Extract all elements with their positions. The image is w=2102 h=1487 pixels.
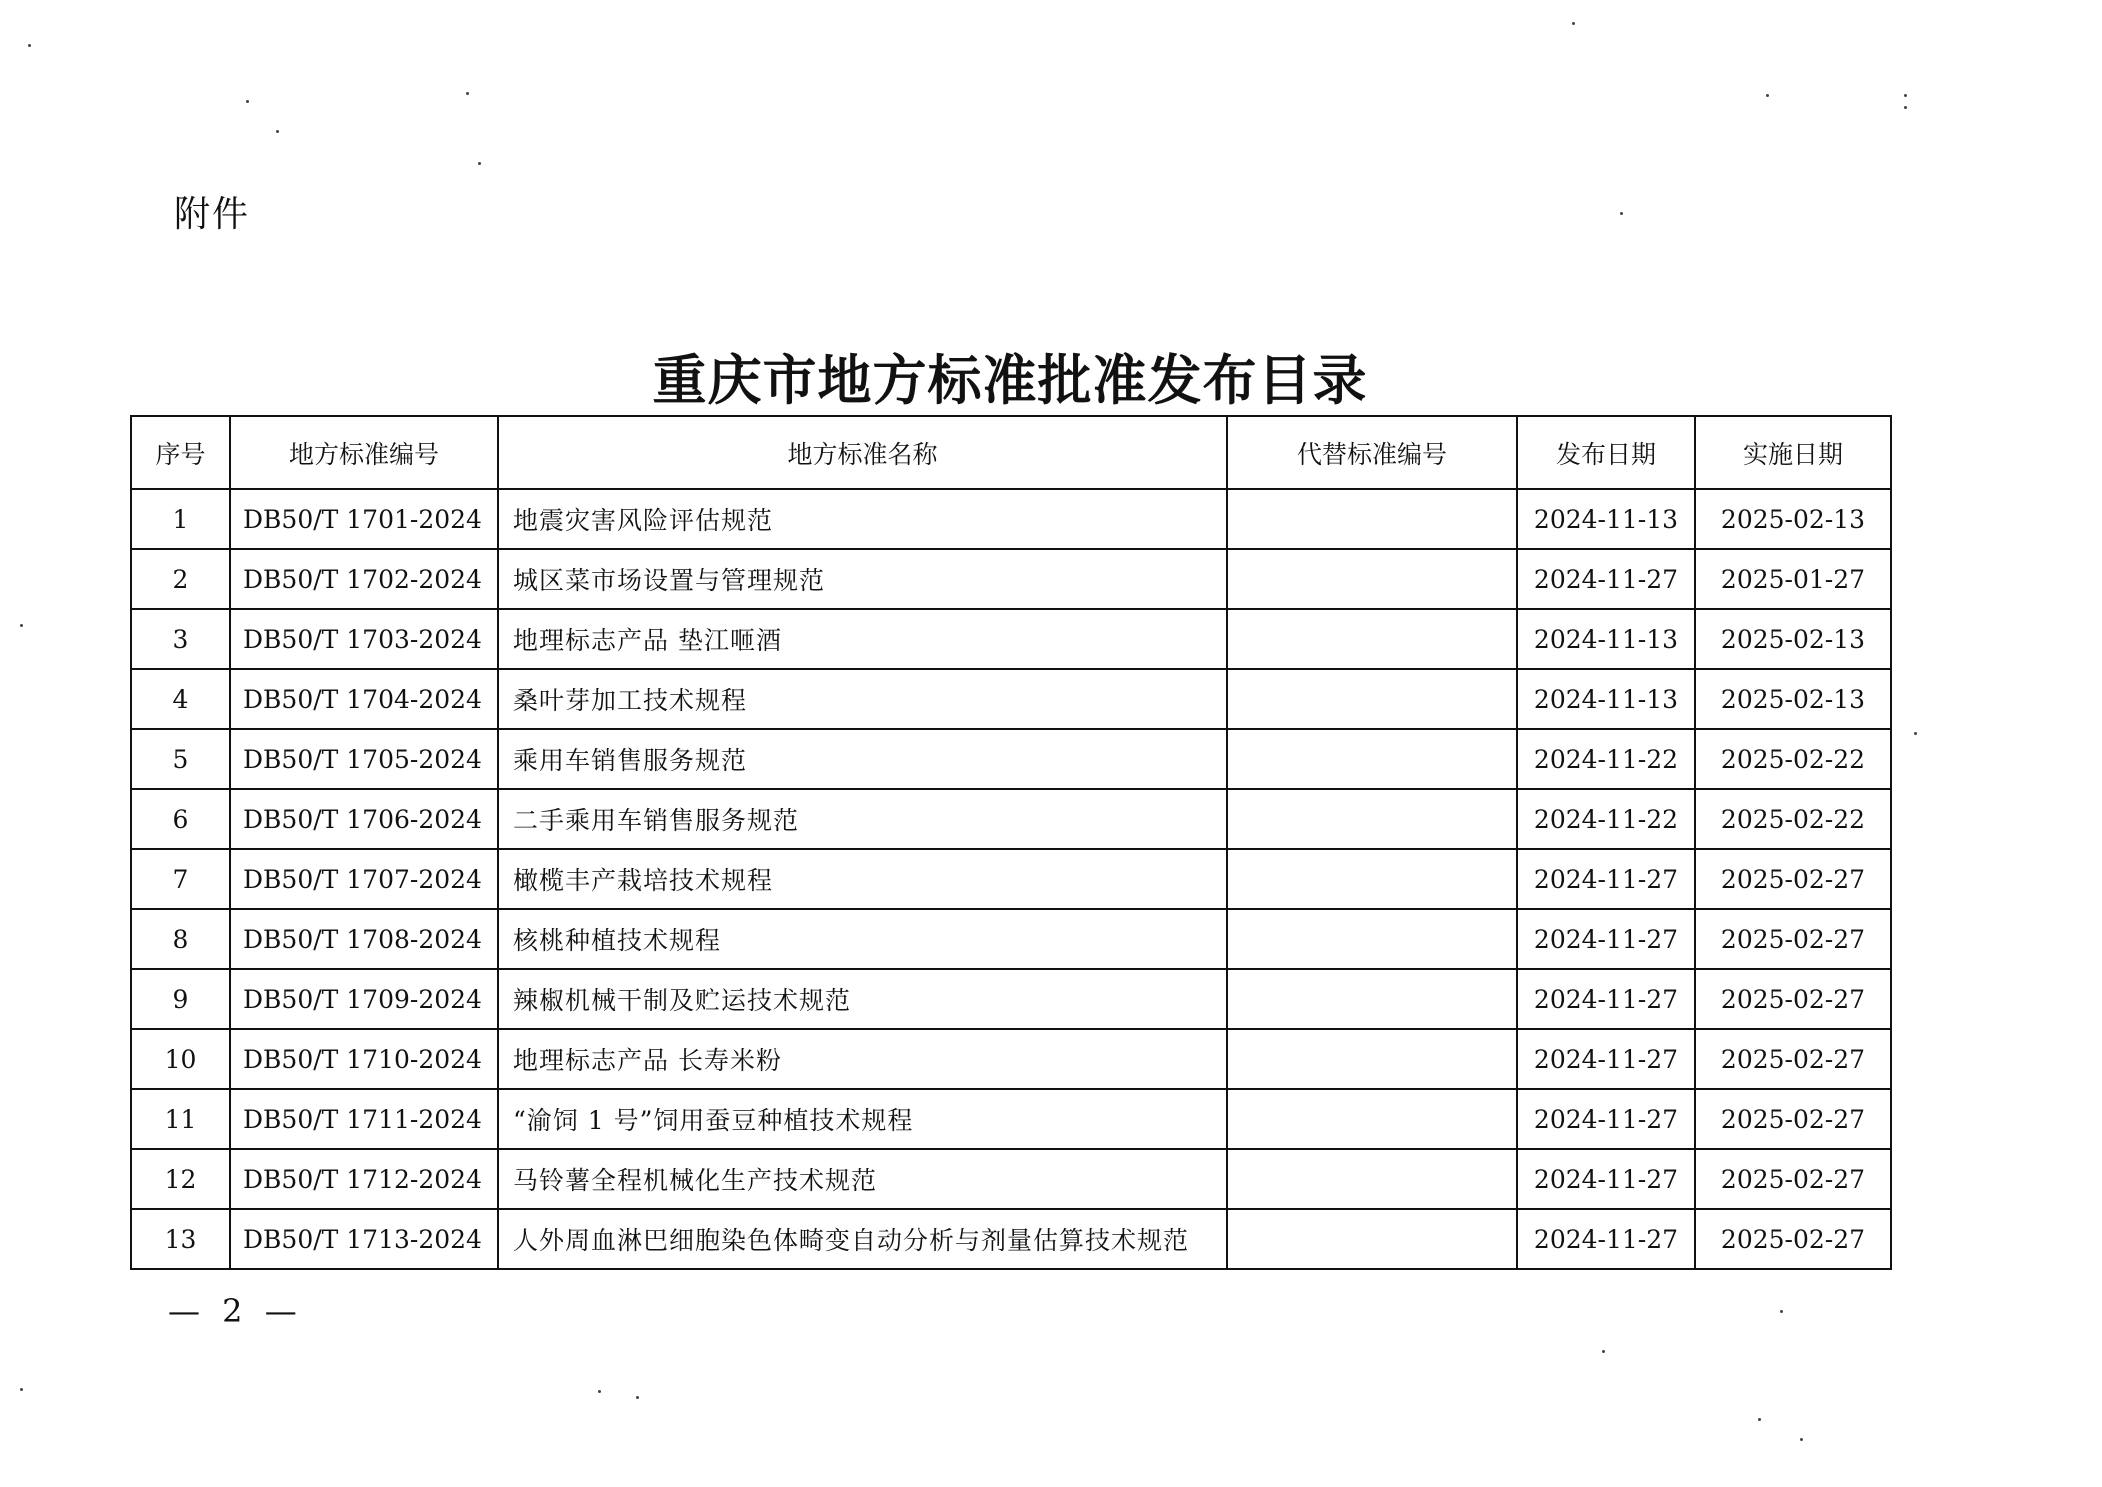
header-name: 地方标准名称 — [498, 416, 1227, 489]
cell-publish-date: 2024-11-27 — [1517, 549, 1695, 609]
cell-replaces — [1227, 489, 1517, 549]
cell-code: DB50/T 1712-2024 — [230, 1149, 498, 1209]
cell-replaces — [1227, 609, 1517, 669]
table-row — [131, 969, 1891, 1029]
cell-replaces — [1227, 1089, 1517, 1149]
scan-speck — [478, 162, 481, 165]
cell-name: 辣椒机械干制及贮运技术规范 — [498, 969, 1227, 1029]
scan-speck — [1758, 1418, 1761, 1421]
cell-name: 核桃种植技术规程 — [498, 909, 1227, 969]
cell-replaces — [1227, 669, 1517, 729]
cell-implement-date: 2025-02-27 — [1695, 1029, 1891, 1089]
header-seq: 序号 — [131, 416, 230, 489]
cell-seq: 7 — [131, 849, 230, 909]
cell-code: DB50/T 1709-2024 — [230, 969, 498, 1029]
cell-name: 橄榄丰产栽培技术规程 — [498, 849, 1227, 909]
scan-speck — [276, 130, 279, 133]
table-row — [131, 909, 1891, 969]
scan-speck — [1572, 22, 1575, 25]
cell-publish-date: 2024-11-13 — [1517, 489, 1695, 549]
table-row — [131, 849, 1891, 909]
cell-implement-date: 2025-02-13 — [1695, 609, 1891, 669]
cell-code: DB50/T 1702-2024 — [230, 549, 498, 609]
cell-implement-date: 2025-02-27 — [1695, 1149, 1891, 1209]
cell-publish-date: 2024-11-27 — [1517, 1209, 1695, 1269]
scan-speck — [1780, 1310, 1783, 1313]
cell-code: DB50/T 1706-2024 — [230, 789, 498, 849]
table-row — [131, 669, 1891, 729]
cell-code: DB50/T 1701-2024 — [230, 489, 498, 549]
cell-seq: 2 — [131, 549, 230, 609]
cell-implement-date: 2025-02-13 — [1695, 669, 1891, 729]
page-number: — 2 — — [168, 1292, 303, 1330]
cell-name: 城区菜市场设置与管理规范 — [498, 549, 1227, 609]
scan-speck — [598, 1390, 601, 1393]
attachment-label: 附件 — [174, 194, 251, 235]
cell-name: 地理标志产品 长寿米粉 — [498, 1029, 1227, 1089]
scan-speck — [1620, 212, 1623, 215]
scan-speck — [636, 1396, 639, 1399]
cell-replaces — [1227, 1209, 1517, 1269]
scan-speck — [466, 92, 469, 95]
cell-publish-date: 2024-11-27 — [1517, 1149, 1695, 1209]
cell-seq: 9 — [131, 969, 230, 1029]
table-row — [131, 789, 1891, 849]
cell-name: 地震灾害风险评估规范 — [498, 489, 1227, 549]
cell-replaces — [1227, 729, 1517, 789]
header-replaces: 代替标准编号 — [1227, 416, 1517, 489]
cell-seq: 4 — [131, 669, 230, 729]
table-row — [131, 1149, 1891, 1209]
cell-implement-date: 2025-02-13 — [1695, 489, 1891, 549]
cell-implement-date: 2025-02-22 — [1695, 789, 1891, 849]
cell-publish-date: 2024-11-13 — [1517, 669, 1695, 729]
table-row — [131, 489, 1891, 549]
table-row — [131, 1089, 1891, 1149]
cell-code: DB50/T 1705-2024 — [230, 729, 498, 789]
cell-name: 地理标志产品 垫江咂酒 — [498, 609, 1227, 669]
cell-publish-date: 2024-11-13 — [1517, 609, 1695, 669]
cell-seq: 3 — [131, 609, 230, 669]
cell-seq: 10 — [131, 1029, 230, 1089]
scan-speck — [1904, 94, 1907, 97]
cell-seq: 6 — [131, 789, 230, 849]
cell-implement-date: 2025-02-22 — [1695, 729, 1891, 789]
scan-speck — [1602, 1350, 1605, 1353]
cell-replaces — [1227, 969, 1517, 1029]
cell-seq: 12 — [131, 1149, 230, 1209]
cell-code: DB50/T 1713-2024 — [230, 1209, 498, 1269]
cell-name: 马铃薯全程机械化生产技术规范 — [498, 1149, 1227, 1209]
scan-speck — [1904, 106, 1907, 109]
cell-replaces — [1227, 1149, 1517, 1209]
cell-replaces — [1227, 909, 1517, 969]
table-row — [131, 1209, 1891, 1269]
cell-implement-date: 2025-02-27 — [1695, 1209, 1891, 1269]
table-row — [131, 1029, 1891, 1089]
cell-code: DB50/T 1704-2024 — [230, 669, 498, 729]
cell-seq: 11 — [131, 1089, 230, 1149]
cell-implement-date: 2025-02-27 — [1695, 909, 1891, 969]
table-row — [131, 729, 1891, 789]
cell-seq: 8 — [131, 909, 230, 969]
header-implement-date: 实施日期 — [1695, 416, 1891, 489]
header-code: 地方标准编号 — [230, 416, 498, 489]
cell-replaces — [1227, 789, 1517, 849]
table-row — [131, 609, 1891, 669]
cell-publish-date: 2024-11-22 — [1517, 789, 1695, 849]
cell-code: DB50/T 1707-2024 — [230, 849, 498, 909]
table-row — [131, 549, 1891, 609]
cell-publish-date: 2024-11-22 — [1517, 729, 1695, 789]
cell-code: DB50/T 1703-2024 — [230, 609, 498, 669]
cell-name: 乘用车销售服务规范 — [498, 729, 1227, 789]
scan-speck — [1914, 732, 1917, 735]
cell-publish-date: 2024-11-27 — [1517, 909, 1695, 969]
cell-implement-date: 2025-01-27 — [1695, 549, 1891, 609]
scan-speck — [1800, 1438, 1803, 1441]
cell-code: DB50/T 1710-2024 — [230, 1029, 498, 1089]
scan-speck — [28, 44, 31, 47]
table-header-row — [131, 416, 1891, 489]
cell-seq: 1 — [131, 489, 230, 549]
cell-seq: 13 — [131, 1209, 230, 1269]
scan-speck — [1766, 94, 1769, 97]
cell-replaces — [1227, 1029, 1517, 1089]
scan-speck — [20, 1388, 23, 1391]
scan-speck — [20, 624, 23, 627]
cell-publish-date: 2024-11-27 — [1517, 1089, 1695, 1149]
cell-publish-date: 2024-11-27 — [1517, 969, 1695, 1029]
cell-name: 二手乘用车销售服务规范 — [498, 789, 1227, 849]
standards-catalog-table — [130, 415, 1892, 1270]
cell-implement-date: 2025-02-27 — [1695, 969, 1891, 1029]
cell-code: DB50/T 1711-2024 — [230, 1089, 498, 1149]
page-title: 重庆市地方标准批准发布目录 — [652, 348, 1368, 412]
cell-replaces — [1227, 549, 1517, 609]
cell-replaces — [1227, 849, 1517, 909]
cell-implement-date: 2025-02-27 — [1695, 849, 1891, 909]
table-body — [131, 489, 1891, 1269]
cell-publish-date: 2024-11-27 — [1517, 1029, 1695, 1089]
cell-seq: 5 — [131, 729, 230, 789]
header-publish-date: 发布日期 — [1517, 416, 1695, 489]
cell-implement-date: 2025-02-27 — [1695, 1089, 1891, 1149]
cell-publish-date: 2024-11-27 — [1517, 849, 1695, 909]
cell-code: DB50/T 1708-2024 — [230, 909, 498, 969]
cell-name: 人外周血淋巴细胞染色体畸变自动分析与剂量估算技术规范 — [498, 1209, 1227, 1269]
cell-name: 桑叶芽加工技术规程 — [498, 669, 1227, 729]
cell-name: “渝饲 1 号”饲用蚕豆种植技术规程 — [498, 1089, 1227, 1149]
scan-speck — [246, 100, 249, 103]
